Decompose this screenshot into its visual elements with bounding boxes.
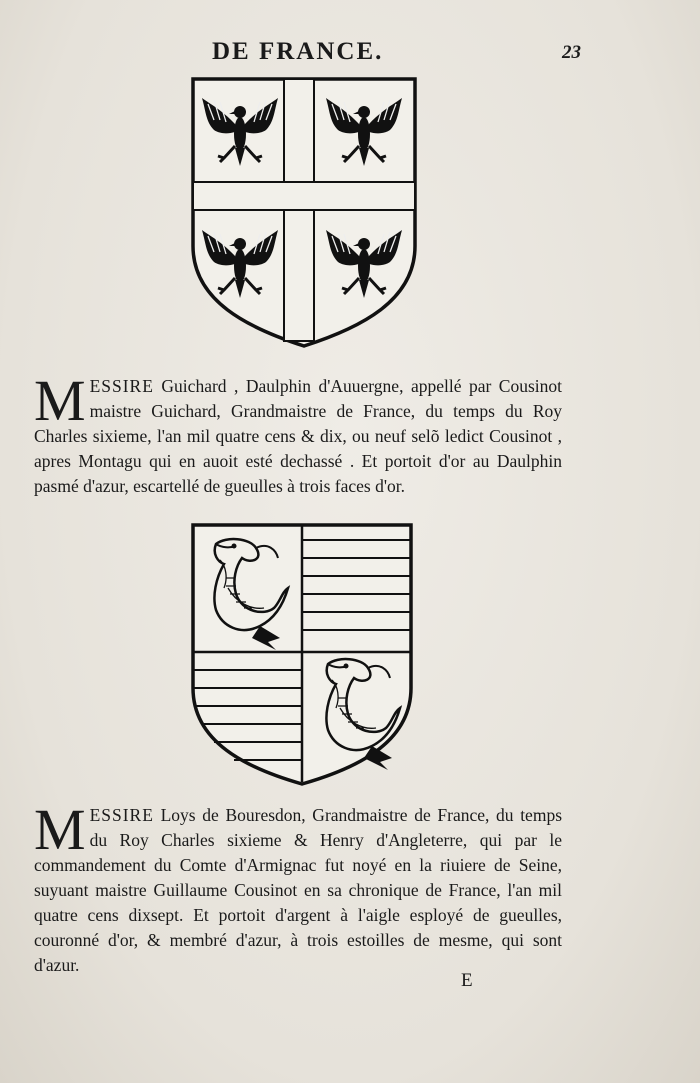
coat-of-arms-eagles [190,76,418,348]
entry-lead: ESSIRE [89,805,154,825]
entry-guichard [34,368,562,499]
drop-cap: M [34,368,86,433]
signature-mark: E [461,970,473,991]
entry-bouresdon [34,797,562,978]
entry-text: Loys de Bouresdon, Grandmaistre de France, du temps du Roy Charles sixieme & Henry d'Angleterre, qui par le commandement du Comte d'Armignac fut noyé en la riuiere de Seine, suyuant maistre Guillaume Cousinot en sa chronique de France, l'an mil quatre cens dixsept. Et portoit d'argent à l'aigle esployé de gueulles, couronné d'or, & membré d'azur, à trois estoilles de mesme, qui sont d'azur. [34,805,562,975]
running-title: DE FRANCE. [212,38,384,65]
page-number: 23 [562,42,581,63]
entry-lead: ESSIRE [89,376,154,396]
drop-cap: M [34,797,86,862]
coat-of-arms-dolphins [190,522,414,786]
entry-text: Guichard , Daulphin d'Auuergne, appellé par Cousinot maistre Guichard, Grandmaistre de France, du temps du Roy Charles sixieme, l'an mil quatre cens & dix, ou neuf selõ ledict Cousinot , apres Montagu qui en auoit esté dechassé . Et portoit d'or au Daulphin pasmé d'azur, escartellé de gueulles à trois faces d'or. [34,376,562,496]
